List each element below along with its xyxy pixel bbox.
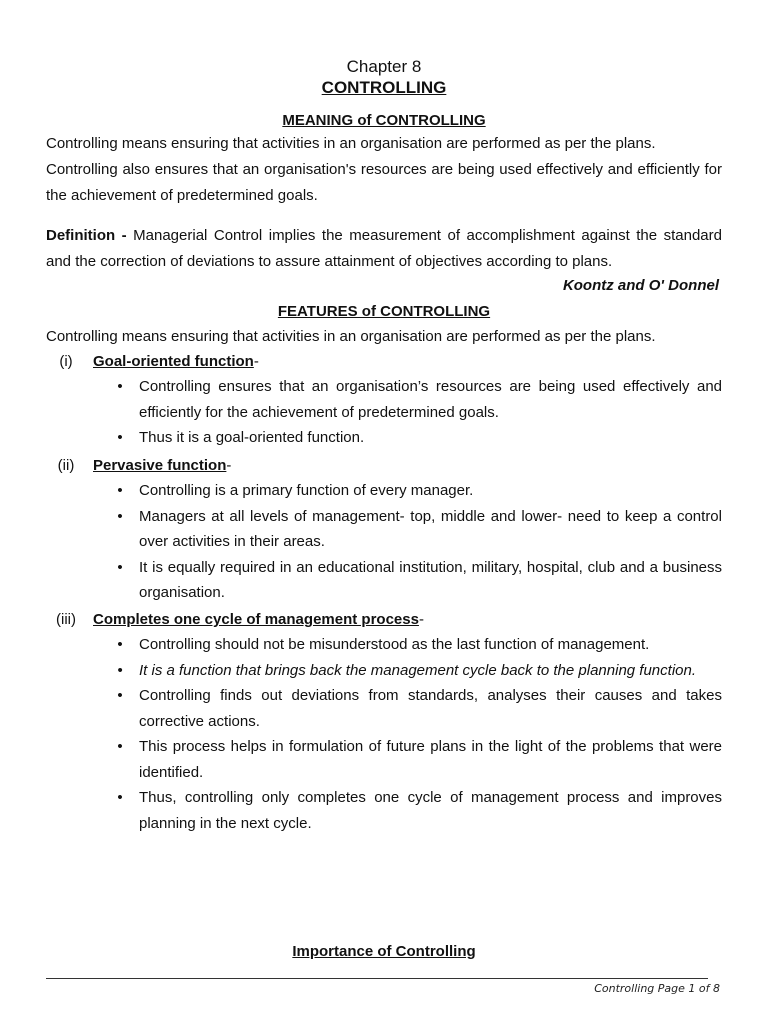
bullet-icon: • — [117, 378, 123, 395]
feature-title — [93, 611, 424, 628]
feature-title-suffix: - — [253, 353, 259, 370]
bullet-item — [113, 425, 722, 451]
definition-label: Definition - — [46, 227, 127, 244]
features-intro: Controlling means ensuring that activities in an organisation are performed as per the plans. — [46, 328, 656, 345]
bullet-icon: • — [117, 507, 123, 525]
meaning-line-1: Controlling means ensuring that activities in an organisation are performed as per the plans. — [46, 135, 656, 152]
bullet-text: It is a function that brings back the management cycle back to the planning function. — [139, 661, 696, 679]
bullet-text: It is equally required in an educational institution, military, hospital, club and a business organisation. — [139, 558, 722, 601]
bullet-icon: • — [117, 661, 123, 679]
feature-title-suffix: - — [418, 611, 424, 628]
bullet-item — [113, 504, 722, 555]
bullet-icon: • — [117, 482, 123, 499]
meaning-heading: MEANING of CONTROLLING — [282, 112, 486, 129]
bullet-icon: • — [117, 738, 123, 755]
feature-bullets — [113, 478, 722, 606]
feature-title-text: Completes one cycle of management process — [93, 611, 419, 628]
feature-number: (iii) — [56, 611, 76, 628]
chapter-number: Chapter 8 — [346, 57, 422, 76]
feature-title-suffix: - — [226, 457, 232, 474]
bullet-icon: • — [117, 558, 123, 576]
definition-text: Managerial Control implies the measurement of accomplishment against the standard and the correction of deviations to assure attainment of objectives according to plans. — [46, 227, 722, 270]
bullet-item — [113, 478, 722, 504]
feature-title-text: Pervasive function — [93, 457, 227, 474]
bullet-item — [113, 374, 722, 425]
bullet-icon: • — [117, 789, 123, 806]
feature-number: (ii) — [57, 457, 75, 474]
bullet-text: Controlling should not be misunderstood as the last function of management. — [139, 636, 650, 653]
bullet-text: This process helps in formulation of future plans in the light of the problems that were identified. — [139, 738, 722, 781]
bullet-item — [113, 555, 722, 606]
bullet-text: Managers at all levels of management- top, middle and lower- need to keep a control over activities in their areas. — [139, 507, 722, 550]
bullet-item — [113, 734, 722, 785]
bullet-icon: • — [117, 636, 123, 653]
bullet-text: Controlling ensures that an organisation’s resources are being used effectively and efficiently for the achievement of predetermined goals. — [139, 378, 722, 421]
definition-author: Koontz and O' Donnel — [562, 277, 719, 294]
importance-heading: Importance of Controlling — [292, 943, 476, 960]
meaning-line-2: Controlling also ensures that an organisation's resources are being used effectively and efficiently for the achievement of predetermined goals. — [46, 161, 722, 204]
features-heading: FEATURES of CONTROLLING — [277, 303, 491, 320]
feature-bullets — [113, 632, 722, 836]
bullet-icon: • — [117, 429, 123, 446]
bullet-item — [113, 632, 722, 658]
feature-bullets — [113, 374, 722, 451]
bullet-text: Thus, controlling only completes one cycle of management process and improves planning in the next cycle. — [139, 789, 722, 832]
bullet-item — [113, 658, 722, 684]
feature-title — [93, 457, 231, 474]
feature-title — [93, 353, 259, 370]
chapter-title: CONTROLLING — [321, 78, 447, 97]
bullet-text: Controlling is a primary function of every manager. — [139, 482, 474, 499]
feature-number: (i) — [59, 353, 73, 370]
feature-title-text: Goal-oriented function — [93, 353, 254, 370]
bullet-item — [113, 785, 722, 836]
bullet-item — [113, 683, 722, 734]
bullet-text: Controlling finds out deviations from standards, analyses their causes and takes corrective actions. — [139, 687, 722, 730]
definition-paragraph — [46, 223, 722, 275]
page-footer: Controlling Page 1 of 8 — [594, 982, 720, 995]
bullet-icon: • — [117, 687, 123, 704]
bullet-text: Thus it is a goal-oriented function. — [139, 429, 365, 446]
footer-divider — [46, 978, 708, 979]
